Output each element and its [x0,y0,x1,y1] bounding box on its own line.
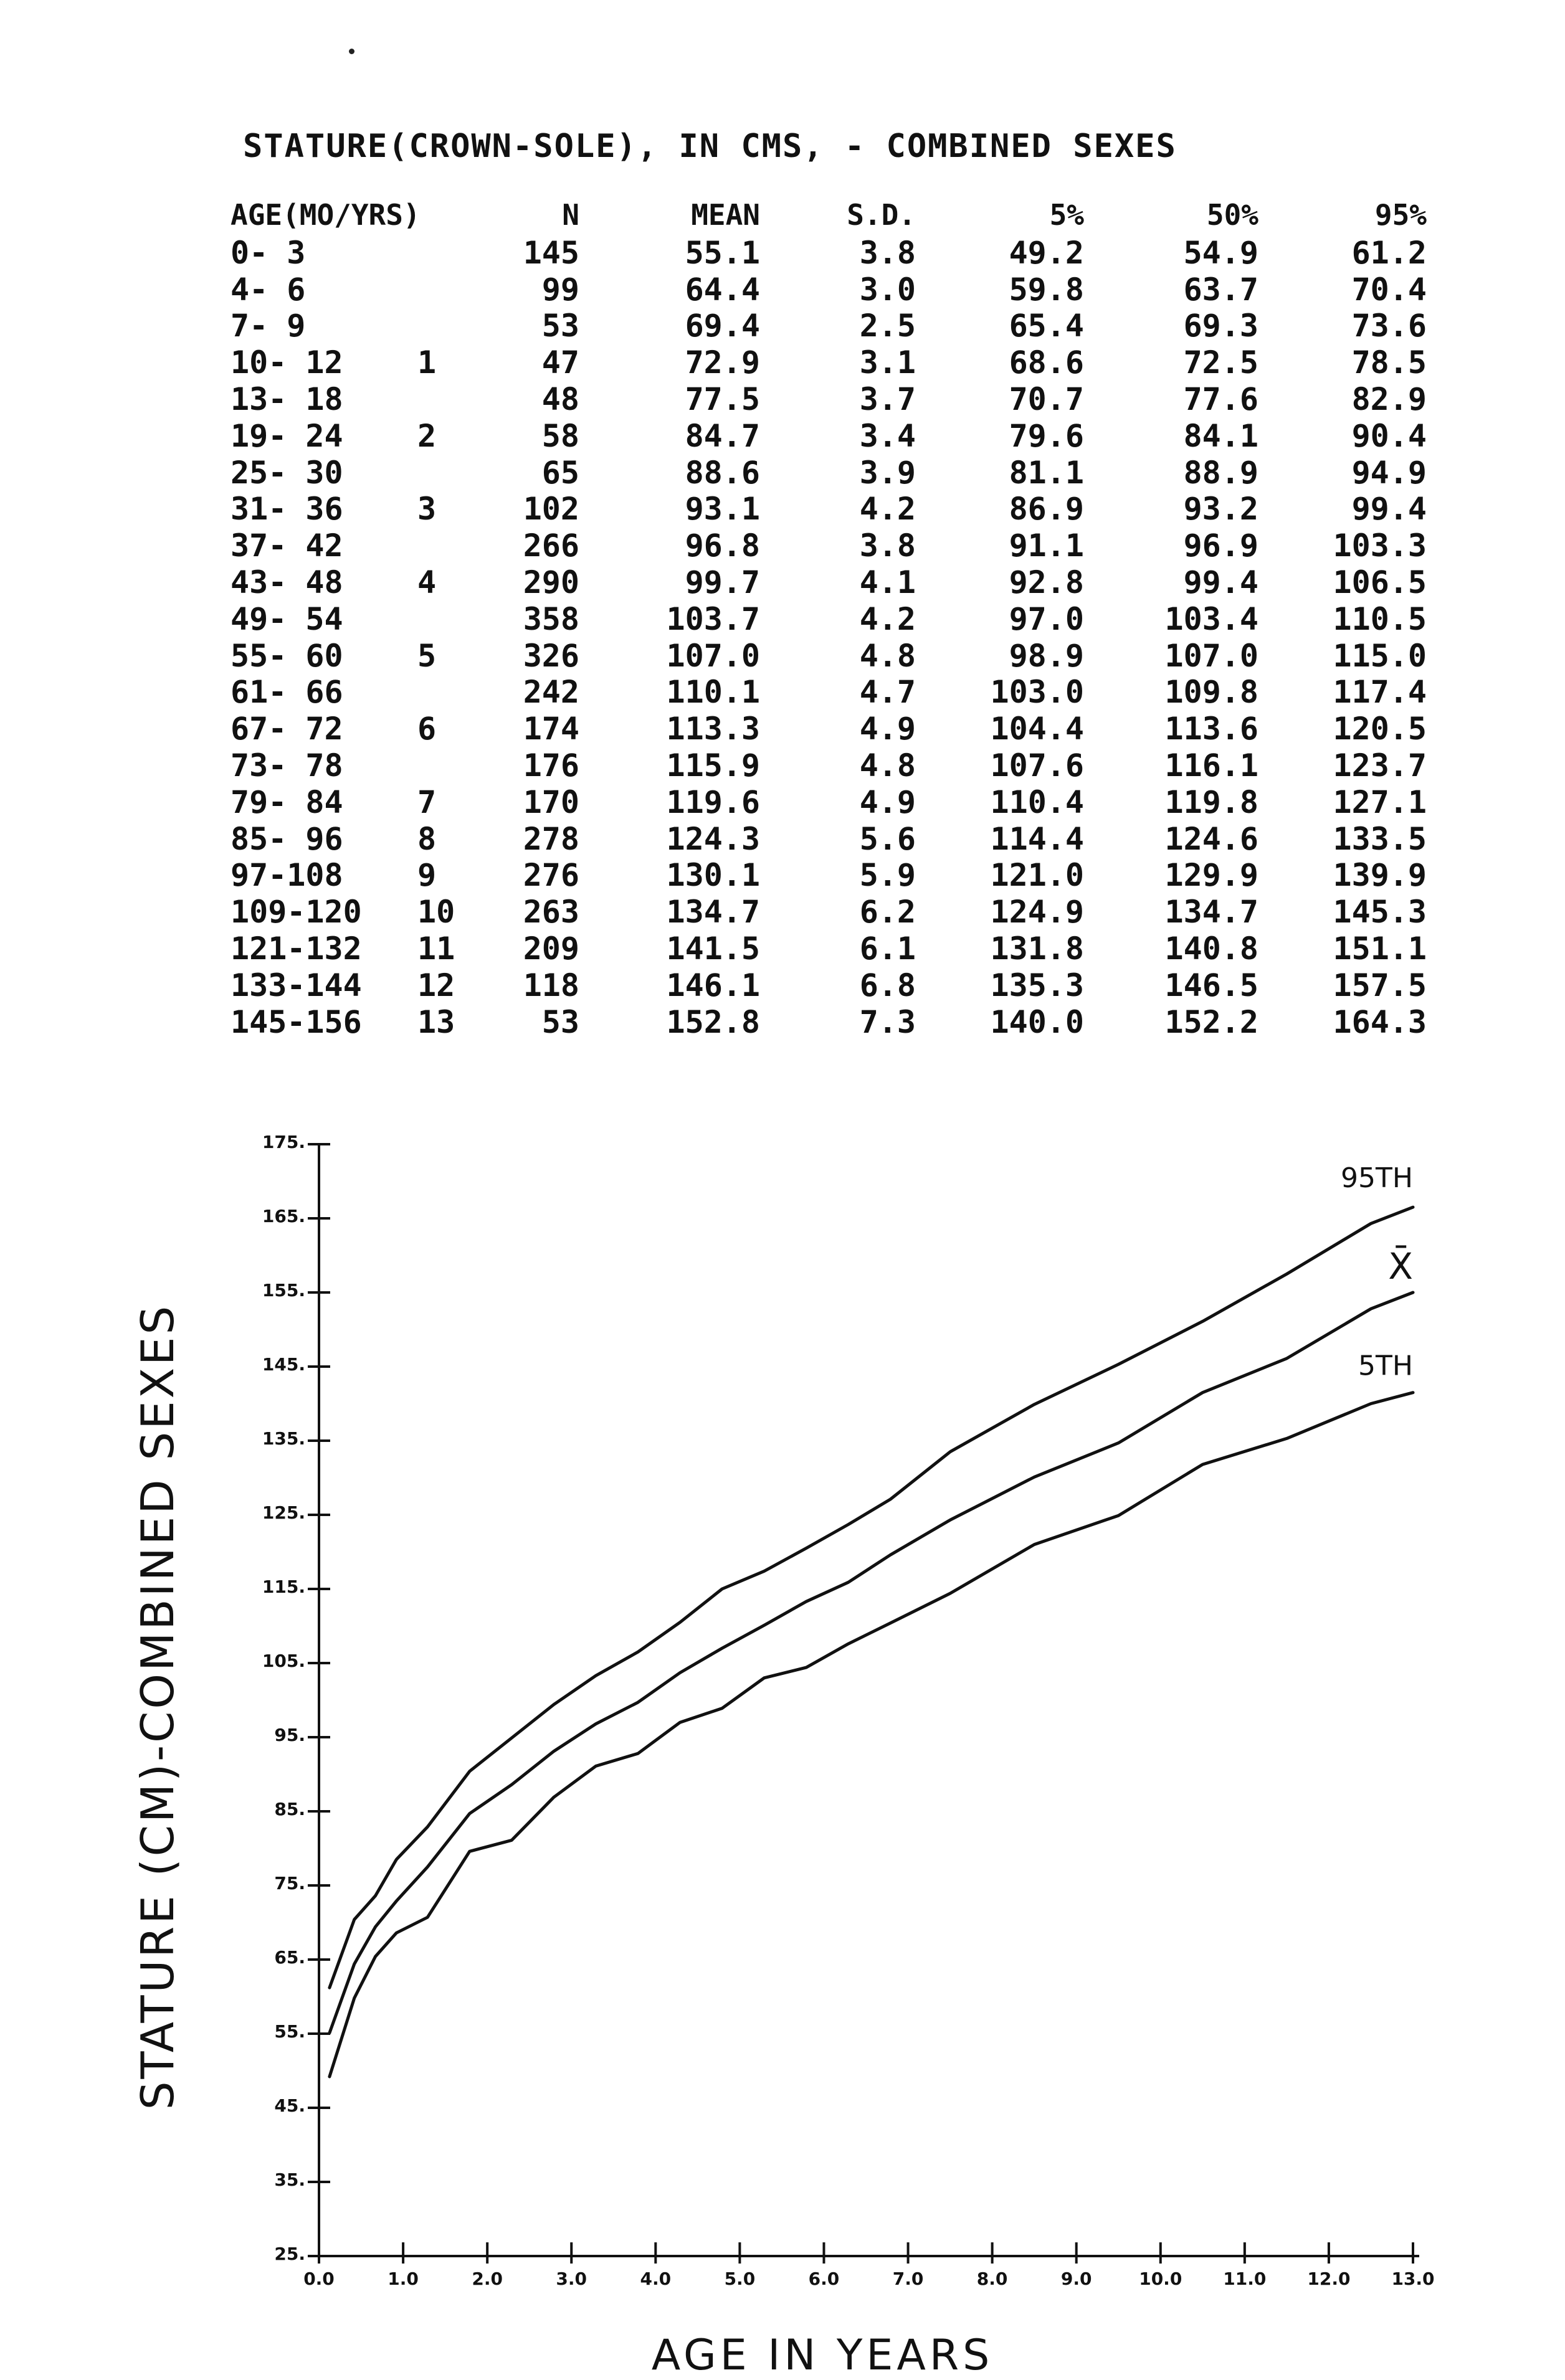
series-label: X̄ [1388,1245,1413,1287]
cell-p50: 99.4 [1183,564,1258,600]
cell-age: 55- 60 [231,637,343,674]
cell-p50: 103.4 [1164,600,1258,637]
cell-sd: 7.3 [859,1003,916,1040]
cell-mean: 130.1 [666,857,760,894]
series-labels [1341,1162,1413,1382]
y-tick-label: 105. [262,1651,305,1671]
cell-p5: 49.2 [1009,234,1084,271]
cell-year: 1 [417,344,437,381]
cell-mean: 146.1 [666,967,760,1003]
cell-p5: 104.4 [990,711,1084,747]
cell-mean: 69.4 [685,308,760,344]
header-age: AGE(MO/YRS) [231,198,421,232]
cell-p95: 117.4 [1333,674,1427,711]
cell-p95: 82.9 [1351,381,1427,417]
cell-p5: 98.9 [1009,637,1084,674]
cell-age: 0- 3 [231,234,306,271]
cell-n: 170 [523,784,579,820]
cell-age: 25- 30 [231,454,343,491]
cell-year: 12 [417,967,455,1003]
cell-sd: 4.8 [859,637,916,674]
header-sd: S.D. [847,198,916,232]
cell-p95: 157.5 [1333,967,1427,1003]
cell-p50: 69.3 [1183,308,1258,344]
cell-year: 9 [417,857,437,894]
cell-year: 4 [417,564,437,600]
cell-mean: 84.7 [685,417,760,454]
cell-sd: 5.9 [859,857,916,894]
cell-age: 109-120 [231,894,362,931]
cell-p5: 97.0 [1009,600,1084,637]
cell-age: 79- 84 [231,784,343,820]
cell-p50: 116.1 [1164,747,1258,784]
cell-sd: 3.9 [859,454,916,491]
cell-p5: 79.6 [1009,417,1084,454]
cell-p5: 107.6 [990,747,1084,784]
cell-age: 133-144 [231,967,362,1003]
percentile-95-line [330,1207,1413,1988]
series-label: 5TH [1358,1350,1413,1382]
cell-sd: 4.1 [859,564,916,600]
cell-p50: 96.9 [1183,528,1258,564]
cell-age: 97-108 [231,857,343,894]
cell-n: 65 [541,454,579,491]
cell-mean: 115.9 [666,747,760,784]
cell-mean: 99.7 [685,564,760,600]
cell-n: 174 [523,711,579,747]
y-tick-label: 45. [274,2095,305,2116]
percentile-5-line [330,1393,1413,2077]
cell-p5: 81.1 [1009,454,1084,491]
cell-p5: 68.6 [1009,344,1084,381]
cell-n: 290 [523,564,579,600]
cell-n: 48 [541,381,579,417]
cell-p95: 110.5 [1333,600,1427,637]
header-p5: 5% [1049,198,1084,232]
cell-sd: 4.7 [859,674,916,711]
cell-p95: 115.0 [1333,637,1427,674]
header-p50: 50% [1206,198,1258,232]
x-tick-label: 5.0 [724,2269,756,2289]
x-tick-label: 6.0 [808,2269,840,2289]
cell-p95: 106.5 [1333,564,1427,600]
cell-p95: 94.9 [1351,454,1427,491]
cell-p95: 164.3 [1333,1003,1427,1040]
cell-p50: 88.9 [1183,454,1258,491]
x-tick-label: 0.0 [303,2269,335,2289]
cell-age: 37- 42 [231,528,343,564]
x-tick-label: 12.0 [1307,2269,1351,2289]
cell-p5: 91.1 [1009,528,1084,564]
cell-age: 10- 12 [231,344,343,381]
cell-p5: 140.0 [990,1003,1084,1040]
x-tick-label: 4.0 [640,2269,672,2289]
cell-p5: 124.9 [990,894,1084,931]
cell-sd: 3.4 [859,417,916,454]
cell-n: 176 [523,747,579,784]
x-tick-label: 8.0 [976,2269,1008,2289]
cell-mean: 152.8 [666,1003,760,1040]
cell-age: 4- 6 [231,271,306,308]
cell-p95: 73.6 [1351,308,1427,344]
cell-age: 121-132 [231,930,362,967]
y-tick-label: 165. [262,1206,305,1226]
cell-p50: 129.9 [1164,857,1258,894]
cell-mean: 113.3 [666,711,760,747]
cell-p5: 114.4 [990,820,1084,857]
cell-p50: 140.8 [1164,930,1258,967]
y-tick-label: 75. [274,1873,305,1894]
x-tick-label: 9.0 [1060,2269,1092,2289]
cell-p5: 110.4 [990,784,1084,820]
cell-p5: 121.0 [990,857,1084,894]
cell-mean: 107.0 [666,637,760,674]
cell-n: 53 [541,1003,579,1040]
y-tick-label: 135. [262,1428,305,1449]
cell-p95: 103.3 [1333,528,1427,564]
cell-sd: 4.2 [859,491,916,528]
cell-p50: 113.6 [1164,711,1258,747]
cell-p50: 54.9 [1183,234,1258,271]
cell-mean: 124.3 [666,820,760,857]
cell-n: 118 [523,967,579,1003]
cell-age: 49- 54 [231,600,343,637]
y-tick-label: 145. [262,1354,305,1375]
series-lines [330,1207,1413,2077]
cell-mean: 88.6 [685,454,760,491]
cell-age: 43- 48 [231,564,343,600]
cell-mean: 55.1 [685,234,760,271]
y-tick-label: 115. [262,1576,305,1597]
y-tick-label: 155. [262,1280,305,1301]
cell-year: 8 [417,820,437,857]
cell-p95: 99.4 [1351,491,1427,528]
cell-year: 2 [417,417,437,454]
cell-mean: 134.7 [666,894,760,931]
cell-year: 13 [417,1003,455,1040]
cell-sd: 4.8 [859,747,916,784]
cell-n: 99 [541,271,579,308]
cell-sd: 2.5 [859,308,916,344]
y-tick-label: 35. [274,2169,305,2190]
cell-p5: 135.3 [990,967,1084,1003]
cell-mean: 77.5 [685,381,760,417]
cell-year: 5 [417,637,437,674]
cell-n: 276 [523,857,579,894]
cell-p50: 119.8 [1164,784,1258,820]
cell-sd: 4.9 [859,711,916,747]
cell-year: 10 [417,894,455,931]
y-tick-label: 125. [262,1502,305,1523]
chart-axes [314,1144,1419,2261]
cell-age: 145-156 [231,1003,362,1040]
cell-year: 11 [417,930,455,967]
cell-mean: 119.6 [666,784,760,820]
cell-sd: 6.2 [859,894,916,931]
y-tick-label: 95. [274,1725,305,1745]
cell-p50: 146.5 [1164,967,1258,1003]
cell-age: 67- 72 [231,711,343,747]
cell-age: 85- 96 [231,820,343,857]
cell-sd: 3.1 [859,344,916,381]
cell-p95: 123.7 [1333,747,1427,784]
x-axis-ticks [303,2242,1434,2289]
cell-p5: 70.7 [1009,381,1084,417]
x-tick-label: 10.0 [1139,2269,1182,2289]
x-tick-label: 11.0 [1223,2269,1267,2289]
cell-mean: 96.8 [685,528,760,564]
cell-sd: 4.9 [859,784,916,820]
y-tick-label: 55. [274,2021,305,2042]
x-tick-label: 2.0 [472,2269,503,2289]
y-tick-label: 65. [274,1947,305,1968]
cell-sd: 3.8 [859,528,916,564]
cell-p5: 59.8 [1009,271,1084,308]
cell-n: 209 [523,930,579,967]
cell-n: 326 [523,637,579,674]
series-label: 95TH [1341,1162,1413,1195]
cell-year: 3 [417,491,437,528]
x-axis-label: AGE IN YEARS [651,2331,994,2380]
cell-p5: 92.8 [1009,564,1084,600]
cell-n: 263 [523,894,579,931]
cell-p5: 131.8 [990,930,1084,967]
cell-p95: 61.2 [1351,234,1427,271]
cell-p50: 93.2 [1183,491,1258,528]
cell-p50: 84.1 [1183,417,1258,454]
cell-p50: 63.7 [1183,271,1258,308]
cell-age: 19- 24 [231,417,343,454]
mean-line [330,1292,1413,2033]
cell-p95: 70.4 [1351,271,1427,308]
cell-p50: 107.0 [1164,637,1258,674]
cell-mean: 64.4 [685,271,760,308]
cell-sd: 3.0 [859,271,916,308]
cell-p95: 90.4 [1351,417,1427,454]
cell-mean: 93.1 [685,491,760,528]
cell-p95: 120.5 [1333,711,1427,747]
header-n: N [562,198,579,232]
cell-sd: 3.7 [859,381,916,417]
y-tick-label: 25. [274,2244,305,2264]
x-tick-label: 1.0 [388,2269,419,2289]
cell-p50: 109.8 [1164,674,1258,711]
cell-sd: 6.8 [859,967,916,1003]
cell-p50: 134.7 [1164,894,1258,931]
x-tick-label: 7.0 [892,2269,924,2289]
cell-n: 266 [523,528,579,564]
cell-sd: 5.6 [859,820,916,857]
cell-sd: 4.2 [859,600,916,637]
cell-year: 7 [417,784,437,820]
cell-mean: 72.9 [685,344,760,381]
cell-age: 73- 78 [231,747,343,784]
cell-age: 61- 66 [231,674,343,711]
cell-p50: 72.5 [1183,344,1258,381]
cell-n: 242 [523,674,579,711]
cell-mean: 110.1 [666,674,760,711]
x-tick-label: 3.0 [556,2269,587,2289]
cell-age: 7- 9 [231,308,306,344]
cell-sd: 6.1 [859,930,916,967]
cell-p50: 152.2 [1164,1003,1258,1040]
header-mean: MEAN [691,198,760,232]
cell-p5: 103.0 [990,674,1084,711]
y-tick-label: 175. [262,1132,305,1152]
y-axis-label: STATURE (CM)-COMBINED SEXES [131,1303,184,2110]
x-tick-label: 13.0 [1391,2269,1435,2289]
cell-p95: 127.1 [1333,784,1427,820]
cell-n: 358 [523,600,579,637]
cell-year: 6 [417,711,437,747]
cell-sd: 3.8 [859,234,916,271]
cell-age: 31- 36 [231,491,343,528]
cell-p50: 77.6 [1183,381,1258,417]
cell-n: 47 [541,344,579,381]
cell-p95: 151.1 [1333,930,1427,967]
cell-p95: 133.5 [1333,820,1427,857]
cell-mean: 141.5 [666,930,760,967]
header-p95: 95% [1374,198,1427,232]
cell-p95: 145.3 [1333,894,1427,931]
cell-n: 278 [523,820,579,857]
cell-p95: 78.5 [1351,344,1427,381]
cell-p50: 124.6 [1164,820,1258,857]
cell-p95: 139.9 [1333,857,1427,894]
cell-age: 13- 18 [231,381,343,417]
cell-n: 53 [541,308,579,344]
cell-mean: 103.7 [666,600,760,637]
cell-n: 102 [523,491,579,528]
cell-n: 145 [523,234,579,271]
y-tick-label: 85. [274,1799,305,1819]
table-title: STATURE(CROWN-SOLE), IN CMS, - COMBINED SEXES [243,128,1177,165]
cell-p5: 65.4 [1009,308,1084,344]
cell-p5: 86.9 [1009,491,1084,528]
cell-n: 58 [541,417,579,454]
